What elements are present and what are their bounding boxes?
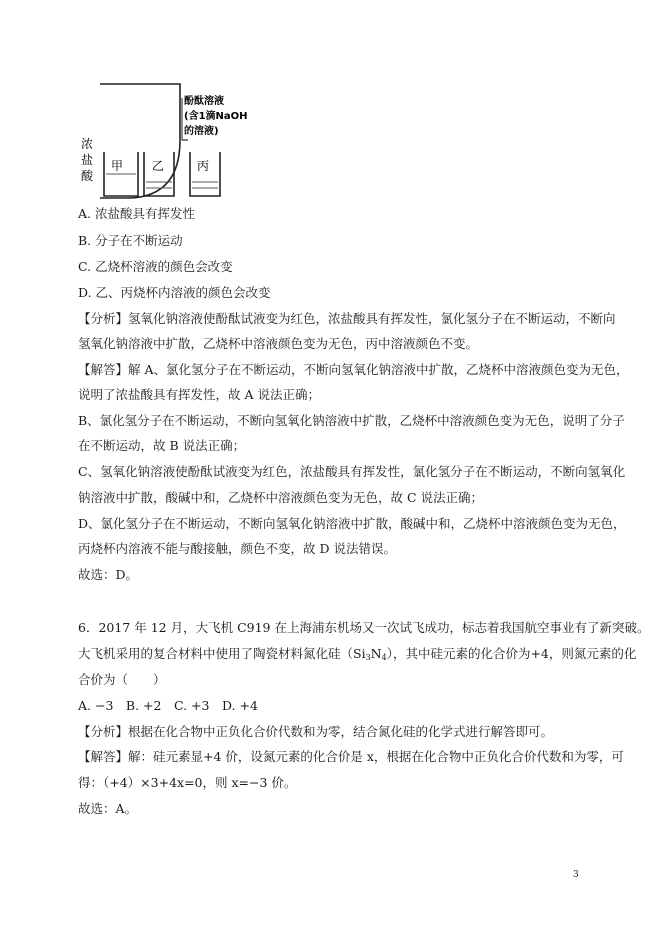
right-label-2: (含1滴NaOH <box>184 111 248 122</box>
q6-line-2 <box>78 646 637 666</box>
analysis-prev-line-1: 【分析】氢氧化钠溶液使酚酞试液变为红色，浓盐酸具有挥发性，氯化氢分子在不断运动，不断向 <box>78 311 616 326</box>
option-a-prev: A. 浓盐酸具有挥发性 <box>78 206 195 221</box>
q6-solution-line-2: 得：（+4）×3+4x=0，则 x=−3 价。 <box>78 775 297 790</box>
right-label-3: 的溶液) <box>184 126 219 137</box>
q6-line-3: 合价为（ ） <box>78 672 166 687</box>
q6-line-2-part-b: ），其中硅元素的化合价为+4，则氮元素的化 <box>386 646 637 661</box>
left-label-1: 浓 <box>81 137 94 151</box>
page-number: 3 <box>573 870 579 880</box>
left-label-3: 酸 <box>81 169 94 183</box>
q6-formula-n: N <box>370 646 382 661</box>
q6-line-2-part-a: 大飞机采用的复合材料中使用了陶瓷材料氮化硅（Si <box>78 646 366 661</box>
answer-prev: 故选：D。 <box>78 567 139 582</box>
solution-prev-line-6: 钠溶液中扩散，酸碱中和，乙烧杯中溶液颜色变为无色，故 C 说法正确； <box>78 490 484 505</box>
solution-prev-line-4: 在不断运动，故 B 说法正确； <box>78 438 246 453</box>
q6-line-1: 6．2017 年 12 月，大飞机 C919 在上海浦东机场又一次试飞成功，标志着我国航空事业有了新突破。 <box>78 620 650 635</box>
q6-subscript-si: 3 <box>365 653 371 662</box>
solution-prev-line-3: B、氯化氢分子在不断运动，不断向氢氧化钠溶液中扩散，乙烧杯中溶液颜色变为无色，说明了分子 <box>78 413 625 428</box>
solution-prev-line-8: 丙烧杯内溶液不能与酸接触，颜色不变，故 D 说法错误。 <box>78 541 396 556</box>
option-b-prev: B. 分子在不断运动 <box>78 233 183 248</box>
analysis-prev-line-2: 氢氧化钠溶液中扩散，乙烧杯中溶液颜色变为无色，丙中溶液颜色不变。 <box>78 336 479 351</box>
q6-subscript-n: 4 <box>381 653 387 662</box>
left-label-2: 盐 <box>81 153 94 167</box>
solution-prev-line-5: C、氢氧化钠溶液使酚酞试液变为红色，浓盐酸具有挥发性，氯化氢分子在不断运动，不断向氢氧化 <box>78 464 626 479</box>
beaker-jia-label: 甲 <box>111 159 124 173</box>
option-c-prev: C. 乙烧杯溶液的颜色会改变 <box>78 259 233 274</box>
q6-analysis: 【分析】根据在化合物中正负化合价代数和为零，结合氮化硅的化学式进行解答即可。 <box>78 724 554 739</box>
option-d-prev: D. 乙、丙烧杯内溶液的颜色会改变 <box>78 285 271 300</box>
experiment-figure <box>70 78 290 200</box>
beaker-yi-label: 乙 <box>152 159 165 173</box>
solution-prev-line-2: 说明了浓盐酸具有挥发性，故 A 说法正确； <box>78 387 320 402</box>
q6-options: A. −3 B. +2 C. +3 D. +4 <box>78 698 258 713</box>
q6-solution-line-1: 【解答】解：硅元素显+4 价，设氮元素的化合价是 x，根据在化合物中正负化合价代数和为零，可 <box>78 749 624 764</box>
solution-prev-line-1: 【解答】解 A、氯化氢分子在不断运动，不断向氢氧化钠溶液中扩散，乙烧杯中溶液颜色变为无色， <box>78 362 629 377</box>
solution-prev-line-7: D、氯化氢分子在不断运动，不断向氢氧化钠溶液中扩散，酸碱中和，乙烧杯中溶液颜色变为无色， <box>78 516 626 531</box>
right-label-1: 酚酞溶液 <box>184 96 224 107</box>
beaker-bing-label: 丙 <box>197 159 210 173</box>
bell-jar-outline <box>100 84 180 198</box>
q6-answer: 故选：A。 <box>78 801 138 816</box>
